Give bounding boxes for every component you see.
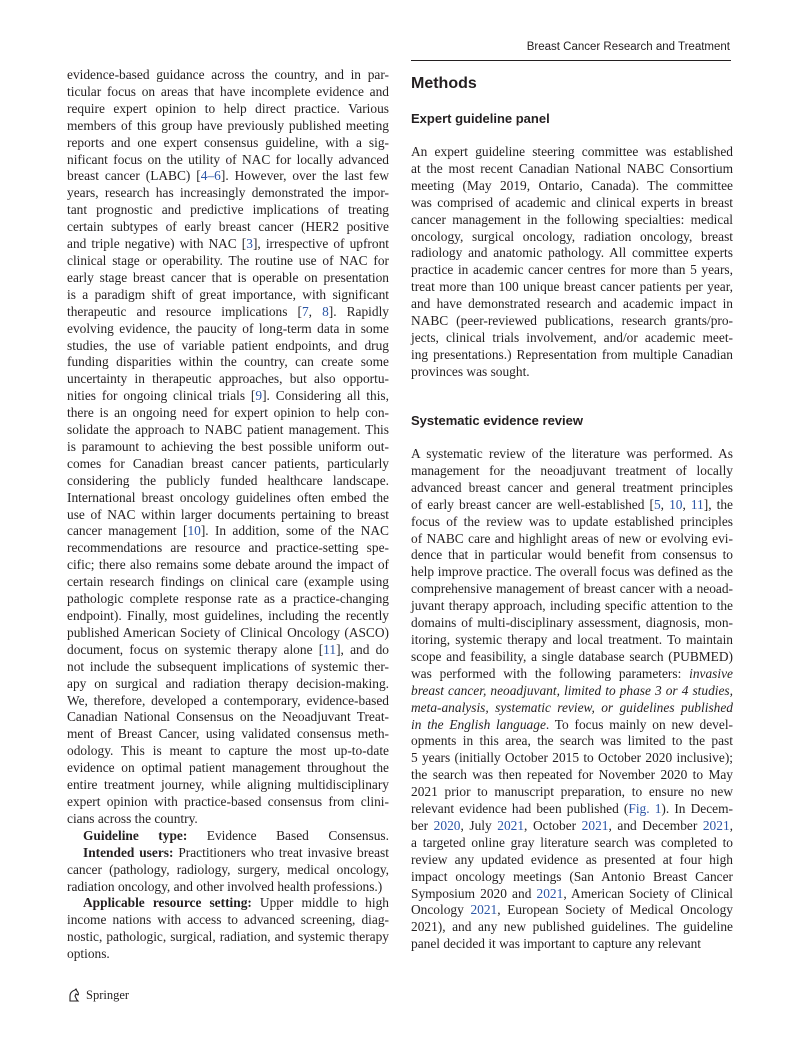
- review-text-line: ber 2020, July 2021, October 2021, and December 2021,: [411, 817, 733, 833]
- review-text-line: panel decided it was important to capture any relevant: [411, 936, 702, 952]
- review-text-line: 5 years (initially October 2015 to October 2020 inclusive);: [411, 750, 733, 766]
- intended-users-line-3: radiation oncology, and other involved health professions.): [67, 878, 383, 894]
- body-text-line: published American Society of Clinical Oncology (ASCO): [67, 624, 389, 640]
- review-text-line: management for the neoadjuvant treatment of locally: [411, 462, 733, 478]
- intended-users-line: [67, 845, 389, 862]
- footer: [67, 988, 129, 1003]
- body-text-line: there is an ongoing need for expert opinion to help con-: [67, 405, 389, 421]
- resource-setting-line: [67, 895, 389, 912]
- body-text-line: ment of Breast Cancer, using validated consensus meth-: [67, 726, 389, 742]
- body-text-line: solidate the approach to NABC patient management. This: [67, 422, 389, 438]
- body-text-line: cancer management [10]. In addition, some of the NAC: [67, 523, 389, 539]
- review-text-line: in the English language. To focus mainly on new devel-: [411, 716, 733, 732]
- body-text-line: expert opinion with practice-based consensus from clini-: [67, 793, 389, 809]
- intended-users-label: Intended users:: [83, 844, 174, 860]
- body-text-line: odology. This is meant to capture the most up-to-date: [67, 743, 389, 759]
- panel-text-line: was comprised of academic and clinical experts in breast: [411, 194, 733, 210]
- review-text-line: the search was then repeated for November 2020 to May: [411, 767, 733, 783]
- review-text-line: opments in this area, the search was limited to the past: [411, 733, 733, 749]
- intended-users-text: Practitioners who treat invasive breast: [173, 844, 389, 860]
- body-text-line: breast cancer (LABC) [4–6]. However, over the last few: [67, 168, 389, 184]
- panel-text-line: NABC (peer-reviewed publications, research grants/pro-: [411, 313, 733, 329]
- review-text-line: A systematic review of the literature was performed. As: [411, 446, 733, 461]
- panel-text-line: cancer management in the following specialties: medical: [411, 211, 733, 227]
- body-text-line: clinical stage or operability. The routine use of NAC for: [67, 252, 389, 268]
- review-text-line: juvant therapy approach, including specific attention to the: [411, 598, 733, 614]
- review-text-line: impact oncology meetings (San Antonio Breast Cancer: [411, 868, 733, 884]
- header-rule: [411, 60, 731, 61]
- body-text-line: require expert opinion to help direct practice. Various: [67, 100, 389, 116]
- body-text-line: uncertainty in therapeutic approaches, but also opportu-: [67, 371, 389, 387]
- body-text-line: considering the publicly funded healthcare landscape.: [67, 472, 389, 488]
- body-text-line: cific; there also remains some debate around the impact of: [67, 557, 389, 573]
- panel-text-line: practice in academic cancer centres for more than 5 years,: [411, 262, 733, 278]
- review-text-line: meta-analysis, systematic review, or guidelines published: [411, 699, 733, 715]
- review-text-line: itoring, systemic therapy and local treatment. To maintain: [411, 631, 733, 647]
- publisher-name: Springer: [86, 988, 130, 1002]
- resource-setting-label: Applicable resource setting:: [83, 895, 252, 911]
- review-text-line: help improve practice. The overall focus was defined as the: [411, 564, 733, 580]
- body-text-line: evidence-based guidance across the country, and in par-: [67, 67, 389, 82]
- body-text-line: nities for ongoing clinical trials [9]. Considering all this,: [67, 388, 389, 404]
- guideline-type-text: Evidence Based Consensus.: [187, 827, 389, 843]
- expert-panel-text: [411, 144, 733, 381]
- body-text-line: studies, the use of variable patient endpoints, and drug: [67, 337, 389, 353]
- review-text-line: relevant evidence had been published (Fig. 1). In Decem-: [411, 801, 733, 817]
- panel-text-line: radiology and anatomic pathology. All committee experts: [411, 245, 733, 261]
- body-text-line: nificant focus on the utility of NAC for locally advanced: [67, 151, 389, 167]
- intended-users-line-2: cancer (pathology, radiology, surgery, medical oncology,: [67, 861, 389, 877]
- review-text-line: advanced breast cancer and general treatment principles: [411, 479, 733, 495]
- guideline-type-line: [67, 828, 389, 845]
- body-text-line: evidence on optimal patient management throughout the: [67, 760, 389, 776]
- review-text-line: of NABC care and highlight areas of new or evolving evi-: [411, 530, 733, 546]
- panel-text-line: treat more than 100 unique breast cancer patients per year,: [411, 279, 733, 295]
- body-text-line: is paramount to achieving the best possible uniform out-: [67, 438, 389, 454]
- review-text-line: comprehensive management of breast cancer with a neoad-: [411, 581, 733, 597]
- left-body-text: [67, 67, 389, 828]
- body-text-line: is a paradigm shift of great importance, with significant: [67, 286, 389, 302]
- body-text-line: We, therefore, developed a contemporary, evidence-based: [67, 692, 389, 708]
- panel-text-line: ing presentations.) Representation from multiple Canadian: [411, 346, 733, 362]
- review-text-line: Oncology 2021, European Society of Medical Oncology: [411, 902, 733, 918]
- review-text-line: focus of the review was to update established principles: [411, 513, 733, 529]
- body-text-line: funding disparities within the country, can create some: [67, 354, 389, 370]
- body-text-line: recommendations are resource and practice-setting spe-: [67, 540, 389, 556]
- body-text-line: therapeutic and resource implications [7, 8]. Rapidly: [67, 303, 390, 319]
- systematic-review-heading: Systematic evidence review: [411, 413, 583, 428]
- panel-text-line: meeting (May 2019, Ontario, Canada). The committee: [411, 177, 733, 193]
- body-text-line: cians across the country.: [67, 810, 198, 826]
- expert-panel-heading: Expert guideline panel: [411, 111, 550, 126]
- body-text-line: ticular focus on areas that have incomplete evidence and: [67, 83, 389, 99]
- resource-setting-line-4: options.: [67, 946, 110, 962]
- panel-text-line: oncology, surgical oncology, radiation oncology, breast: [411, 228, 733, 244]
- body-text-line: early stage breast cancer that is operable on presentation: [67, 269, 389, 285]
- review-text-line: breast cancer, neoadjuvant, limited to phase 3 or 4 studies,: [411, 682, 733, 698]
- resource-setting-line-2: income nations with access to advanced screening, diag-: [67, 912, 389, 928]
- panel-text-line: provinces was sought.: [411, 363, 530, 379]
- body-text-line: comes for Canadian breast cancer patients, particularly: [67, 455, 389, 471]
- body-text-line: not include the subsequent implications of systemic ther-: [67, 658, 389, 674]
- body-text-line: and triple negative) with NAC [3], irrespective of upfront: [67, 236, 389, 252]
- body-text-line: document, focus on systemic therapy alone [11], and do: [67, 641, 389, 657]
- body-text-line: International breast oncology guidelines often embed the: [67, 489, 389, 505]
- review-text-line: of early breast cancer are well-established [5, 10, 11], the: [411, 496, 733, 512]
- body-text-line: use of NAC within larger documents pertaining to breast: [67, 506, 389, 522]
- resource-setting-line-3: nostic, pathologic, surgical, radiation, and systemic therapy: [67, 929, 389, 945]
- review-text-line: was performed with the following parameters: invasive: [411, 665, 733, 681]
- review-text-line: 2021), and any new published guidelines. The guideline: [411, 919, 733, 935]
- left-column: [67, 67, 389, 963]
- guideline-type-label: Guideline type:: [83, 827, 188, 843]
- review-text-line: 2021 prior to manuscript preparation, to ensure no new: [411, 784, 733, 800]
- methods-heading: Methods: [411, 75, 477, 92]
- body-text-line: members of this group have previously published meeting: [67, 117, 389, 133]
- panel-text-line: jects, clinical trials involvement, and/or academic meet-: [411, 329, 733, 345]
- body-text-line: certain subtypes of early breast cancer (HER2 positive: [67, 219, 389, 235]
- review-text-line: Symposium 2020 and 2021, American Society of Clinical: [411, 885, 733, 901]
- resource-setting-text: Upper middle to high: [251, 895, 389, 911]
- review-text-line: scope and feasibility, a single database search (PUBMED): [411, 648, 733, 664]
- body-text-line: evolving evidence, the paucity of long-term data in some: [67, 320, 389, 336]
- springer-horse-icon: [67, 988, 81, 1003]
- body-text-line: tant prognostic and predictive implications of treating: [67, 202, 389, 218]
- systematic-review-text: [411, 446, 733, 953]
- panel-text-line: and have demonstrated research and academic impact in: [411, 296, 733, 312]
- body-text-line: pathologic complete response rate as a practice-changing: [67, 591, 389, 607]
- review-text-line: domains of multi-disciplinary assessment, diagnosis, mon-: [411, 615, 733, 631]
- body-text-line: entire treatment journey, while aligning multidisciplinary: [67, 777, 389, 793]
- body-text-line: years, research has increasingly demonstrated the impor-: [67, 185, 389, 201]
- panel-text-line: An expert guideline steering committee was established: [411, 144, 733, 159]
- review-text-line: a targeted online gray literature search was completed to: [411, 834, 733, 850]
- body-text-line: reports and one expert consensus guideline, with a sig-: [67, 134, 389, 150]
- review-text-line: dence that in particular would benefit from consensus to: [411, 547, 733, 563]
- panel-text-line: at the most recent Canadian National NABC Consortium: [411, 160, 733, 176]
- running-head-journal: Breast Cancer Research and Treatment: [526, 41, 730, 53]
- body-text-line: endpoint). Finally, most guidelines, including the recently: [67, 608, 389, 623]
- review-text-line: review any updated evidence as presented at four high: [411, 851, 733, 867]
- body-text-line: certain research findings on clinical care (example using: [67, 574, 389, 590]
- body-text-line: Canadian National Consensus on the Neoadjuvant Treat-: [67, 709, 389, 725]
- body-text-line: apy on surgical and radiation therapy decision-making.: [67, 675, 389, 691]
